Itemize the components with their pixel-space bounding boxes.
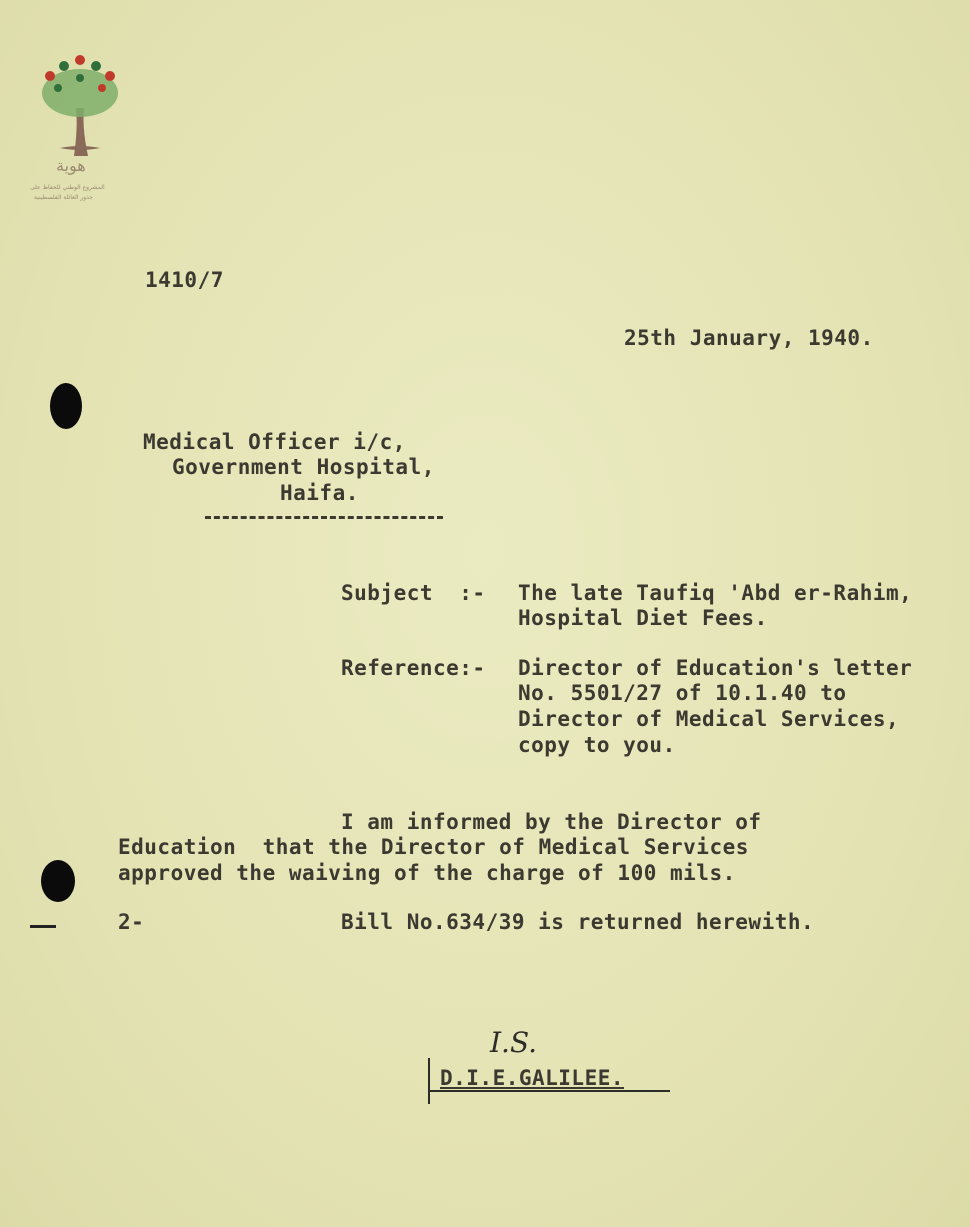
reference-line-3: Director of Medical Services, xyxy=(518,707,900,731)
logo-arabic-line-2: جذور العائلة الفلسطينية xyxy=(34,194,93,201)
signature-stroke xyxy=(428,1058,430,1104)
subject-line-2: Hospital Diet Fees. xyxy=(518,606,768,630)
hawiya-logo xyxy=(30,48,130,218)
logo-arabic-name: هوية xyxy=(56,156,86,175)
reference-line-2: No. 5501/27 of 10.1.40 to xyxy=(518,681,847,705)
paragraph-1-line-3: approved the waiving of the charge of 100 mils. xyxy=(118,861,736,885)
reference-line-1: Director of Education's letter xyxy=(518,656,913,680)
paragraph-1-line-1: I am informed by the Director of xyxy=(341,810,762,834)
reference-line-4: copy to you. xyxy=(518,733,676,757)
paragraph-1-line-2: Education that the Director of Medical Services xyxy=(118,835,749,859)
paragraph-2-number: 2- xyxy=(118,910,145,934)
punch-hole-top xyxy=(50,383,82,429)
subject-label: Subject :- xyxy=(341,581,486,605)
addressee-line-2: Government Hospital, xyxy=(172,455,435,479)
file-number: 1410/7 xyxy=(145,268,224,292)
handwritten-initials: I.S. xyxy=(490,1026,538,1059)
margin-dash xyxy=(30,925,56,928)
punch-hole-bottom xyxy=(41,860,75,902)
letter-date: 25th January, 1940. xyxy=(624,326,874,350)
signatory-title: D.I.E.GALILEE. xyxy=(440,1066,625,1090)
addressee-line-1: Medical Officer i/c, xyxy=(143,430,406,454)
subject-line-1: The late Taufiq 'Abd er-Rahim, xyxy=(518,581,913,605)
reference-label: Reference:- xyxy=(341,656,486,680)
addressee-line-3: Haifa. xyxy=(280,481,359,505)
signature-underline xyxy=(430,1090,670,1092)
family-tree-icon xyxy=(30,48,130,158)
logo-arabic-line-1: المشروع الوطني للحفاظ على xyxy=(30,184,105,191)
paragraph-2-text: Bill No.634/39 is returned herewith. xyxy=(341,910,815,934)
addressee-underline xyxy=(205,516,443,519)
